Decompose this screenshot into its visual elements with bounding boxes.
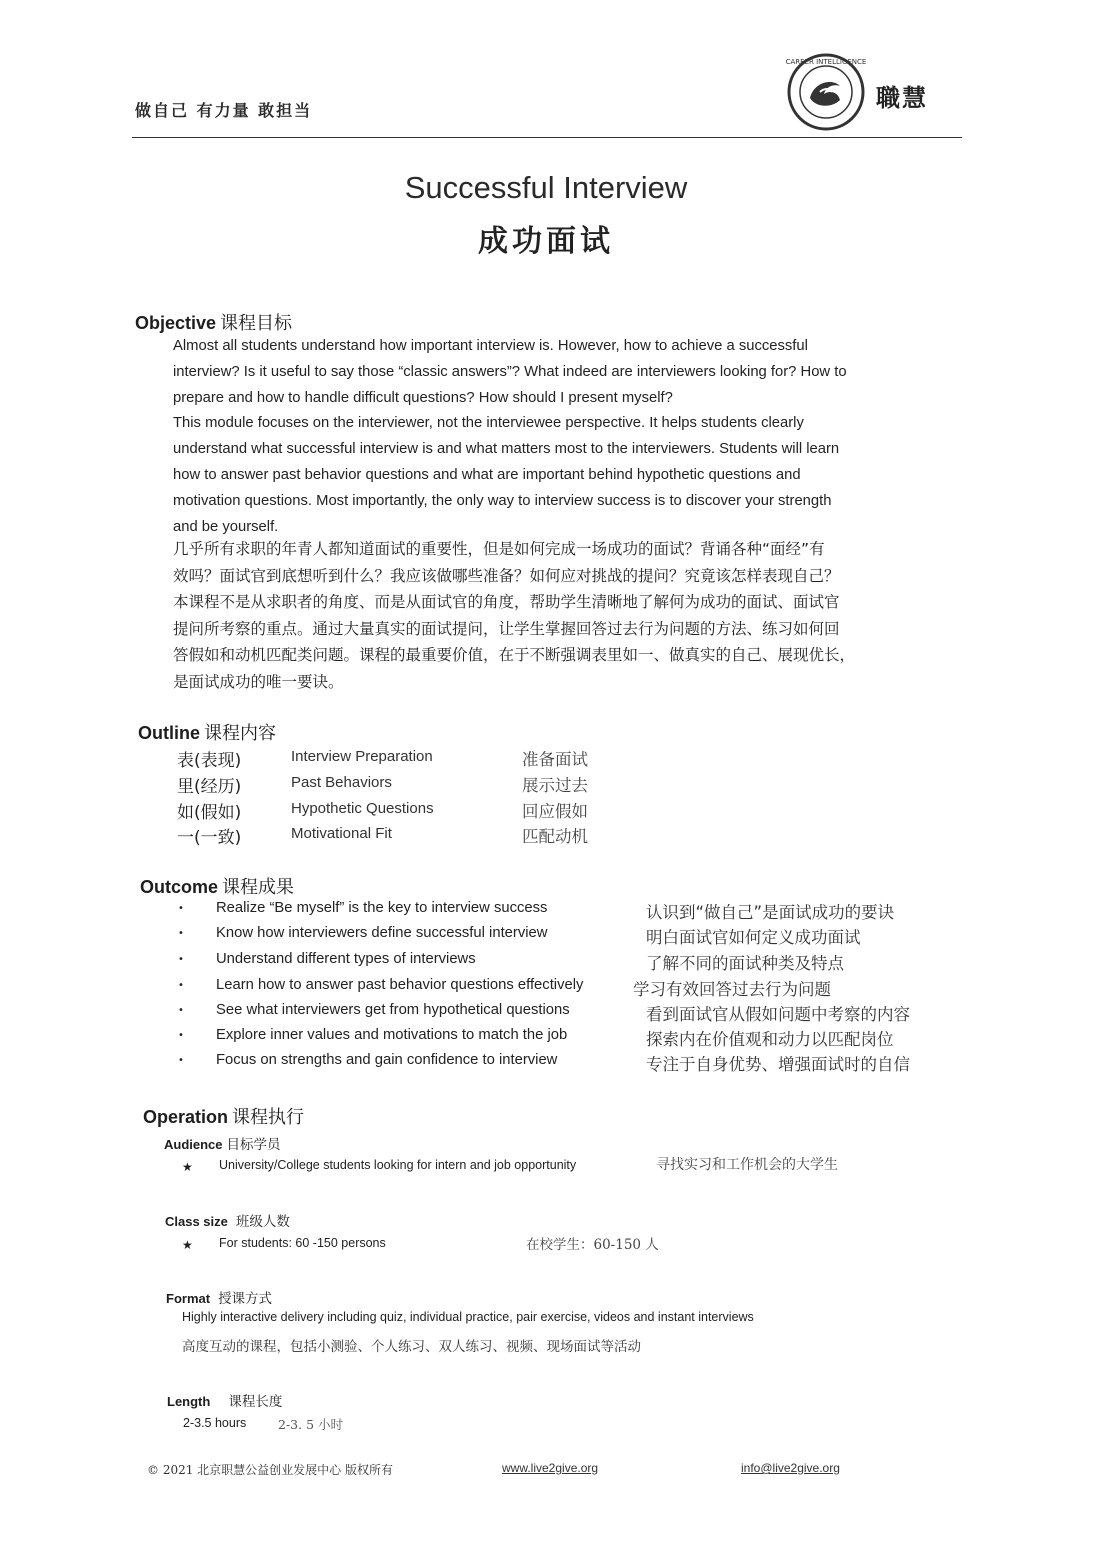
outline-item-en: Motivational Fit [291, 825, 392, 842]
email-link[interactable]: info@live2give.org [741, 1461, 840, 1475]
bullet-icon: • [178, 903, 184, 914]
length-label-en: Length [167, 1394, 211, 1409]
paragraph-line: This module focuses on the interviewer, not the interviewee perspective. It helps students clearly [173, 415, 804, 432]
page-title-cn: 成功面试 [478, 224, 614, 259]
format-text-cn: 高度互动的课程，包括小测验、个人练习、双人练习、视频、现场面试等活动 [182, 1339, 641, 1355]
paragraph-line: motivation questions. Most importantly, the only way to interview success is to discover your strength [173, 492, 832, 509]
outline-row [177, 823, 677, 849]
logo-emblem-icon [784, 52, 870, 132]
paragraph-line: interview? Is it useful to say those “classic answers”? What indeed are interviewers looking for? How to [173, 363, 847, 380]
outcome-text-en: Learn how to answer past behavior questions effectively [216, 977, 584, 993]
outcome-text-en: Understand different types of interviews [216, 951, 476, 967]
paragraph-line: 答假如和动机匹配类问题。课程的最重要价值，在于不断强调表里如一、做真实的自己、展现优长， [173, 646, 856, 664]
logo-wordmark: 職慧 [876, 83, 928, 112]
format-text-en: Highly interactive delivery including quiz, individual practice, pair exercise, videos and instant interviews [182, 1310, 754, 1324]
outcome-text-cn: 明白面试官如何定义成功面试 [646, 928, 861, 947]
audience-item-en: University/College students looking for intern and job opportunity [219, 1158, 577, 1172]
audience-heading [164, 1133, 281, 1153]
outcome-item [178, 950, 978, 976]
paragraph-line: 效吗？面试官到底想听到什么？我应该做哪些准备？如何应对挑战的提问？究竟该怎样表现自己？ [173, 566, 840, 585]
class-size-heading [165, 1210, 290, 1230]
outcome-text-en: See what interviewers get from hypothetical questions [216, 1002, 570, 1018]
bullet-icon: • [178, 928, 184, 939]
objective-text-cn [173, 536, 968, 695]
operation-heading [143, 1103, 304, 1129]
paragraph-line: how to answer past behavior questions and what are important behind hypothetic questions and [173, 466, 801, 483]
class-size-label-en: Class size [165, 1214, 228, 1229]
outline-heading [138, 719, 276, 745]
outcome-item [178, 976, 978, 1002]
audience-label-cn: 目标学员 [226, 1137, 281, 1152]
outline-row [177, 798, 677, 824]
operation-heading-en: Operation [143, 1107, 229, 1127]
format-label-en: Format [166, 1291, 211, 1306]
outline-heading-en: Outline [138, 723, 200, 743]
outcome-item [178, 1026, 978, 1052]
svg-text:CAREER INTELLIGENCE: CAREER INTELLIGENCE [785, 58, 867, 66]
paragraph-line: 是面试成功的唯一要诀。 [173, 672, 344, 691]
audience-item-cn: 寻找实习和工作机会的大学生 [656, 1157, 838, 1173]
objective-text-en [173, 334, 965, 540]
outline-item-en: Hypothetic Questions [291, 800, 434, 817]
outcome-heading-en: Outcome [140, 877, 219, 897]
paragraph-line: 本课程不是从求职者的角度、而是从面试官的角度，帮助学生清晰地了解何为成功的面试、面试官 [173, 593, 840, 611]
outline-key: 如(假如) [177, 803, 242, 823]
paragraph-line: 几乎所有求职的年青人都知道面试的重要性，但是如何完成一场成功的面试？背诵各种“面经”有 [173, 540, 825, 558]
outline-item-cn: 回应假如 [522, 802, 588, 821]
bullet-icon: • [178, 980, 184, 991]
paragraph-line: 提问所考察的重点。通过大量真实的面试提问，让学生掌握回答过去行为问题的方法、练习如何回 [173, 619, 840, 638]
outline-item-en: Interview Preparation [291, 748, 433, 765]
outline-item-cn: 匹配动机 [522, 827, 588, 846]
outcome-text-en: Explore inner values and motivations to match the job [216, 1027, 568, 1043]
objective-heading-en: Objective [135, 313, 217, 333]
outcome-text-cn: 了解不同的面试种类及特点 [646, 954, 844, 973]
outcome-heading-cn: 课程成果 [222, 877, 295, 897]
format-heading [166, 1287, 272, 1307]
length-value-en: 2-3.5 hours [183, 1416, 247, 1430]
length-label-cn: 课程长度 [228, 1394, 283, 1409]
website-link[interactable]: www.live2give.org [502, 1461, 599, 1475]
header-divider [132, 137, 962, 138]
outcome-item [178, 1051, 978, 1077]
bullet-icon: • [178, 1055, 184, 1066]
format-label-cn: 授课方式 [218, 1291, 273, 1306]
length-value-cn: 2-3. 5 小时 [278, 1417, 344, 1432]
outcome-item [178, 899, 978, 925]
outline-row [177, 746, 677, 772]
outcome-text-cn: 看到面试官从假如问题中考察的内容 [646, 1005, 910, 1024]
outcome-text-cn: 认识到“做自己”是面试成功的要诀 [646, 903, 895, 922]
outcome-text-cn: 学习有效回答过去行为问题 [633, 980, 831, 999]
paragraph-line: Almost all students understand how important interview is. However, how to achieve a successful [173, 338, 808, 354]
class-size-item-en: For students: 60 -150 persons [219, 1236, 386, 1250]
paragraph-line: understand what successful interview is and what matters most to the interviewers. Students will learn [173, 441, 840, 458]
career-intelligence-logo [784, 52, 944, 132]
outline-key: 里(经历) [177, 777, 242, 797]
outcome-text-en: Know how interviewers define successful interview [216, 925, 548, 941]
class-size-label-cn: 班级人数 [235, 1214, 290, 1229]
outline-item-cn: 展示过去 [522, 776, 588, 795]
bullet-icon: • [178, 1005, 184, 1016]
bullet-icon: • [178, 1030, 184, 1041]
outline-key: 表(表现) [177, 751, 242, 771]
star-bullet-icon: ★ [182, 1160, 193, 1174]
star-bullet-icon: ★ [182, 1238, 193, 1252]
outcome-heading [140, 873, 294, 899]
paragraph-line: prepare and how to handle difficult questions? How should I present myself? [173, 389, 673, 406]
objective-heading-cn: 课程目标 [220, 313, 293, 333]
footer-copyright: © 2021 北京职慧公益创业发展中心 版权所有 [147, 1463, 393, 1477]
header-slogan: 做自己 有力量 敢担当 [135, 101, 313, 120]
paragraph-line: and be yourself. [173, 518, 279, 535]
objective-heading [135, 309, 292, 335]
operation-heading-cn: 课程执行 [232, 1107, 305, 1127]
outcome-item [178, 924, 978, 950]
outcome-text-cn: 专注于自身优势、增强面试时的自信 [646, 1055, 910, 1074]
class-size-item-cn: 在校学生：60-150 人 [526, 1237, 659, 1253]
outcome-item [178, 1001, 978, 1027]
outline-key: 一(一致) [177, 828, 242, 848]
outcome-text-en: Realize “Be myself” is the key to interview success [216, 900, 548, 916]
outcome-text-en: Focus on strengths and gain confidence to interview [216, 1052, 558, 1068]
outline-row [177, 772, 677, 798]
outline-item-cn: 准备面试 [522, 750, 588, 769]
length-heading [167, 1390, 282, 1410]
bullet-icon: • [178, 954, 184, 965]
audience-label-en: Audience [164, 1137, 223, 1152]
outline-item-en: Past Behaviors [291, 774, 392, 791]
outcome-text-cn: 探索内在价值观和动力以匹配岗位 [646, 1030, 894, 1049]
page-title-en: Successful Interview [404, 170, 688, 205]
outline-heading-cn: 课程内容 [204, 723, 276, 743]
